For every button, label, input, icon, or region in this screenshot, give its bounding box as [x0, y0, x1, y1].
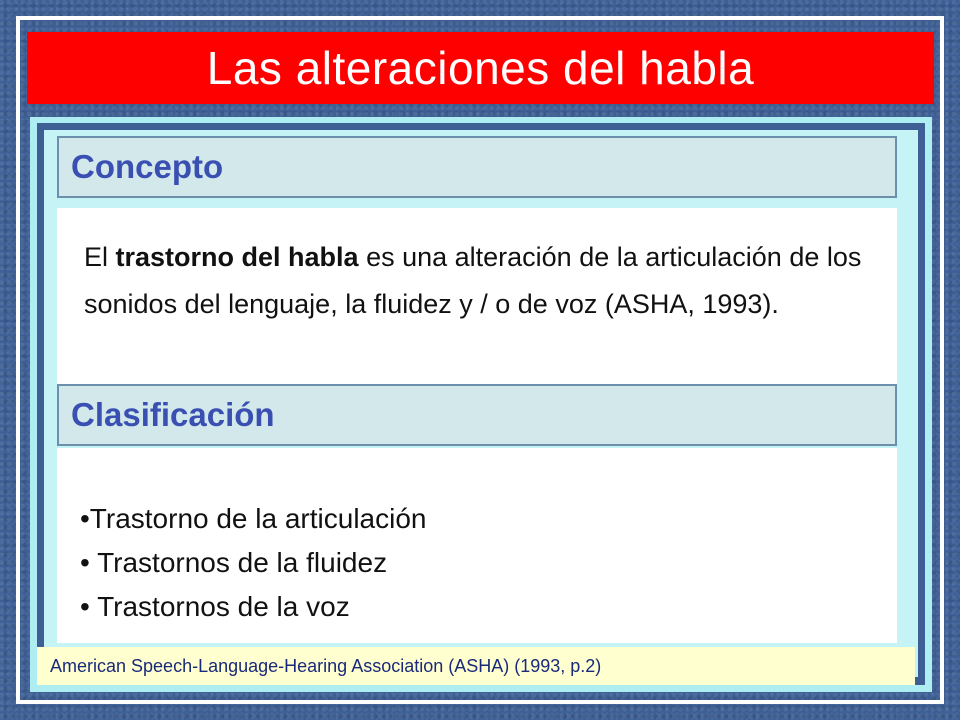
- title-bar: [27, 32, 934, 104]
- classification-item-voice: • Trastornos de la voz: [80, 591, 350, 622]
- citation-text: American Speech-Language-Hearing Association (ASHA) (1993, p.2): [50, 655, 602, 676]
- concept-definition: [84, 234, 874, 328]
- classification-item-articulation: •Trastorno de la articulación: [80, 503, 427, 534]
- concept-text-bold: trastorno del habla: [115, 242, 359, 272]
- concept-heading: Concepto: [71, 148, 224, 185]
- classification-heading-box: [57, 384, 897, 446]
- citation-footer: [37, 647, 915, 685]
- classification-list: [80, 497, 870, 629]
- concept-heading-box: [57, 136, 897, 198]
- concept-text-prefix: El: [84, 242, 116, 272]
- classification-heading: Clasificación: [71, 396, 275, 433]
- classification-item-fluency: • Trastornos de la fluidez: [80, 547, 388, 578]
- concept-text-suffix: es una alteración de la articulación de los sonidos del lenguaje, la fluidez y / o de voz (ASHA, 1993).: [84, 242, 862, 319]
- slide-title: Las alteraciones del habla: [206, 42, 755, 94]
